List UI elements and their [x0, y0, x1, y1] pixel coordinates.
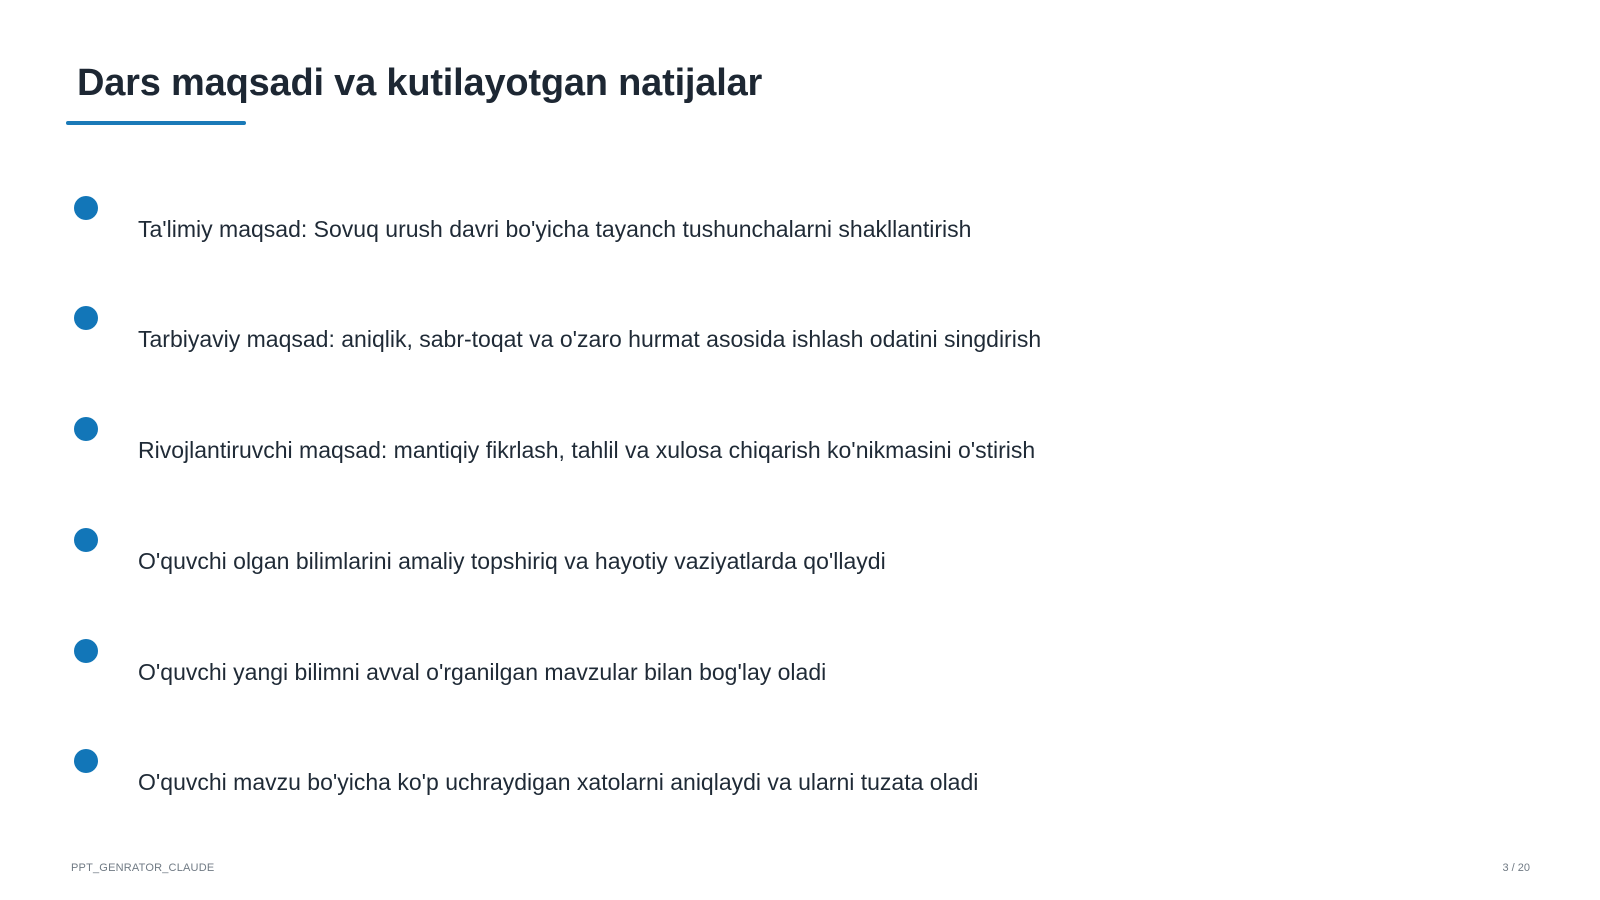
bullet-dot-icon	[74, 528, 98, 552]
footer-generator-label: PPT_GENRATOR_CLAUDE	[71, 862, 215, 874]
bullet-dot-icon	[74, 639, 98, 663]
bullet-dot-icon	[74, 749, 98, 773]
bullet-text: O'quvchi yangi bilimni avval o'rganilgan mavzular bilan bog'lay oladi	[138, 659, 827, 685]
slide-title: Dars maqsadi va kutilayotgan natijalar	[77, 62, 763, 104]
bullet-item	[0, 306, 1300, 366]
bullet-text: Tarbiyaviy maqsad: aniqlik, sabr-toqat va o'zaro hurmat asosida ishlash odatini singdirish	[138, 326, 1042, 352]
bullet-dot-icon	[74, 306, 98, 330]
bullet-item	[0, 528, 1300, 588]
bullet-text: Ta'limiy maqsad: Sovuq urush davri bo'yicha tayanch tushunchalarni shakllantirish	[138, 216, 972, 242]
bullet-item	[0, 749, 1300, 809]
bullet-item	[0, 639, 1300, 699]
bullet-dot-icon	[74, 196, 98, 220]
page-number: 3 / 20	[1502, 862, 1530, 874]
bullet-dot-icon	[74, 417, 98, 441]
bullet-text: O'quvchi olgan bilimlarini amaliy topshiriq va hayotiy vaziyatlarda qo'llaydi	[138, 548, 886, 574]
title-underline	[66, 121, 246, 125]
bullet-text: O'quvchi mavzu bo'yicha ko'p uchraydigan xatolarni aniqlaydi va ularni tuzata oladi	[138, 769, 979, 795]
bullet-item	[0, 417, 1300, 477]
bullet-text: Rivojlantiruvchi maqsad: mantiqiy fikrlash, tahlil va xulosa chiqarish ko'nikmasini o'stirish	[138, 437, 1036, 463]
bullet-item	[0, 196, 1300, 256]
